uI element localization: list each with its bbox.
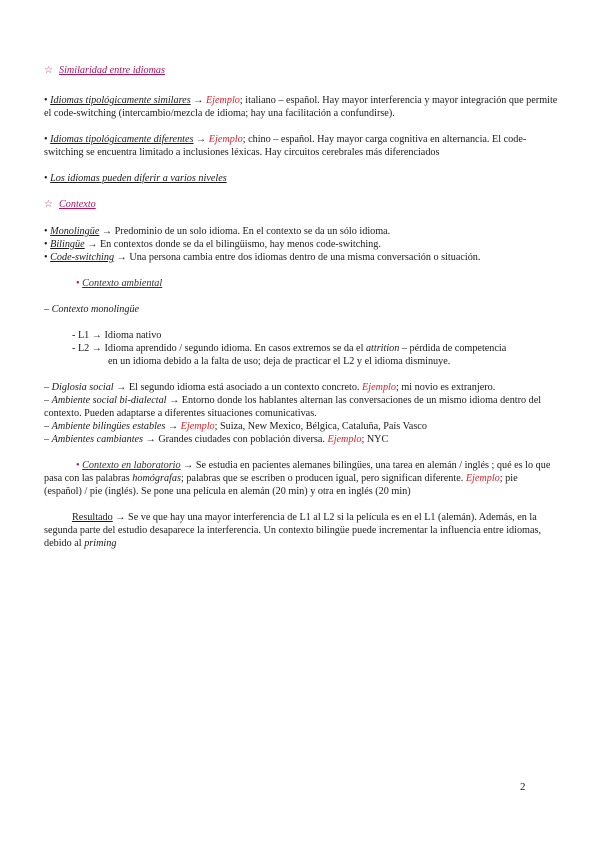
priming-term: priming [84,538,117,549]
arrow-icon: → [193,95,204,106]
arrow-icon: → [116,252,127,263]
subheading-ambiental [44,277,558,290]
term: Idiomas tipológicamente similares [50,95,191,106]
dash: – [44,421,50,432]
arrow-icon: → [116,382,127,393]
bullet: • [76,278,80,289]
item-text: Una persona cambia entre dos idiomas dentro de una misma conversación o situación. [129,252,481,263]
diglosia-line [44,381,558,394]
arrow-icon: → [167,421,179,432]
arrow-icon: → [101,226,113,237]
example-label: Ejemplo [208,134,243,145]
dash: – [44,395,50,406]
paragraph-levels [44,172,558,185]
l2-text: – pérdida de competencia [399,343,507,354]
example-label: Ejemplo [327,434,362,445]
paragraph-text: ; palabras que se escriben o producen igual, pero significan diferente. [180,473,464,484]
subheading-title: Contexto en laboratorio [82,460,181,471]
star-icon: ☆ [44,199,53,210]
item-text: ; NYC [361,434,389,445]
resultado-label: Resultado [72,512,113,523]
section-title: Contexto [58,199,96,210]
term: Diglosia social [51,382,114,393]
document-page [44,64,558,550]
bullet: • [44,134,48,145]
l2-line-cont: en un idioma debido a la falta de uso; deja de practicar el L2 y el idioma disminuye. [108,356,451,367]
term: Ambiente social bi-dialectal [51,395,167,406]
paragraph-text: ; pie (español) / pie (inglés). Se pone una película en alemán (20 min) y otra en inglés (20 min) [44,473,518,497]
term: Ambientes cambiantes [51,434,144,445]
item-text: El segundo idioma está asociado a un contexto concreto. [128,382,360,393]
item-text: ; Suiza, New Mexico, Bélgica, Cataluña, País Vasco [214,421,427,432]
bullet: • [44,173,48,184]
item-text: Grandes ciudades con población diversa. [158,434,325,445]
attrition-term: attrition [365,343,400,354]
dash: – [44,434,50,445]
arrow-icon: → [169,395,180,406]
term: Idiomas tipológicamente diferentes [50,134,194,145]
estables-line [44,420,558,433]
example-label: Ejemplo [465,473,500,484]
star-icon: ☆ [44,65,53,76]
dash: – [44,382,50,393]
section-heading-similarity [44,64,558,78]
cambiantes-line [44,433,558,446]
bidialectal-line [44,394,558,420]
l2-text: - L2 → Idioma aprendido / segundo idioma. En casos extremos se da el [72,343,366,354]
paragraph-text: Se ve que hay una mayor interferencia de L1 al L2 si la película es en el L1 (alemán). Además, en la segunda parte del estudio desaparece la interferencia. Un contexto bilingüe puede incrementar la influencia entre idiomas, debido al [44,512,541,549]
context-list [44,225,558,264]
example-label: Ejemplo [362,382,396,393]
paragraph-different-languages [44,133,558,159]
list-item [44,238,558,251]
term: Los idiomas pueden diferir a varios niveles [50,173,227,184]
bullet: • [44,252,48,263]
term: Ambiente bilingües estables [51,421,166,432]
bullet: • [44,226,48,237]
arrow-icon: → [115,512,126,523]
paragraph-laboratorio [44,459,558,498]
homografas-term: homógrafas [132,473,181,484]
term: Monolingüe [50,226,100,237]
item-text: ; mi novio es extranjero. [395,382,496,393]
bullet: • [44,239,48,250]
arrow-icon: → [196,134,207,145]
arrow-icon: → [87,239,98,250]
page-number: 2 [520,781,526,793]
paragraph-text: Se estudia en pacientes alemanes bilingües, una tarea en alemán / inglés ; qué es lo que pasa con las palabras [44,460,551,484]
l1-line: - L1 → Idioma nativo [72,330,162,341]
paragraph-similar-languages [44,94,558,120]
bullet: • [76,460,80,471]
section-title: Similaridad entre idiomas [58,65,165,76]
item-text: Entorno donde los hablantes alternan las conversaciones de un mismo idioma dentro del contexto. Pueden adaptarse a diferentes situaciones comunicativas. [44,395,542,419]
item-text: En contextos donde se da el bilingüismo, hay menos code-switching. [99,239,381,250]
term: Code-switching [50,252,115,263]
section-heading-context [44,198,558,212]
l2-line [44,342,558,355]
term: Bilingüe [50,239,85,250]
list-item [44,251,558,264]
example-label: Ejemplo [205,95,240,106]
list-item [44,225,558,238]
arrow-icon: → [145,434,156,445]
paragraph-text: ; italiano – español. Hay mayor interferencia y mayor integración que permite el code-switching (intercambio/mezcla de idioma; hay una facilitación a confundirse). [44,95,558,119]
item-text: Predominio de un solo idioma. En el contexto se da un sólo idioma. [114,226,391,237]
monolingual-context-label: – Contexto monolingüe [44,304,140,315]
subheading-title: Contexto ambiental [82,278,163,289]
paragraph-resultado [44,511,558,550]
paragraph-text: ; chino – español. Hay mayor carga cognitiva en alternancia. El code-switching se encuentra limitado a inclusiones léxicas. Hay circuitos cerebrales más diferenciados [44,134,527,158]
example-label: Ejemplo [180,421,215,432]
arrow-icon: → [183,460,194,471]
bullet: • [44,95,48,106]
